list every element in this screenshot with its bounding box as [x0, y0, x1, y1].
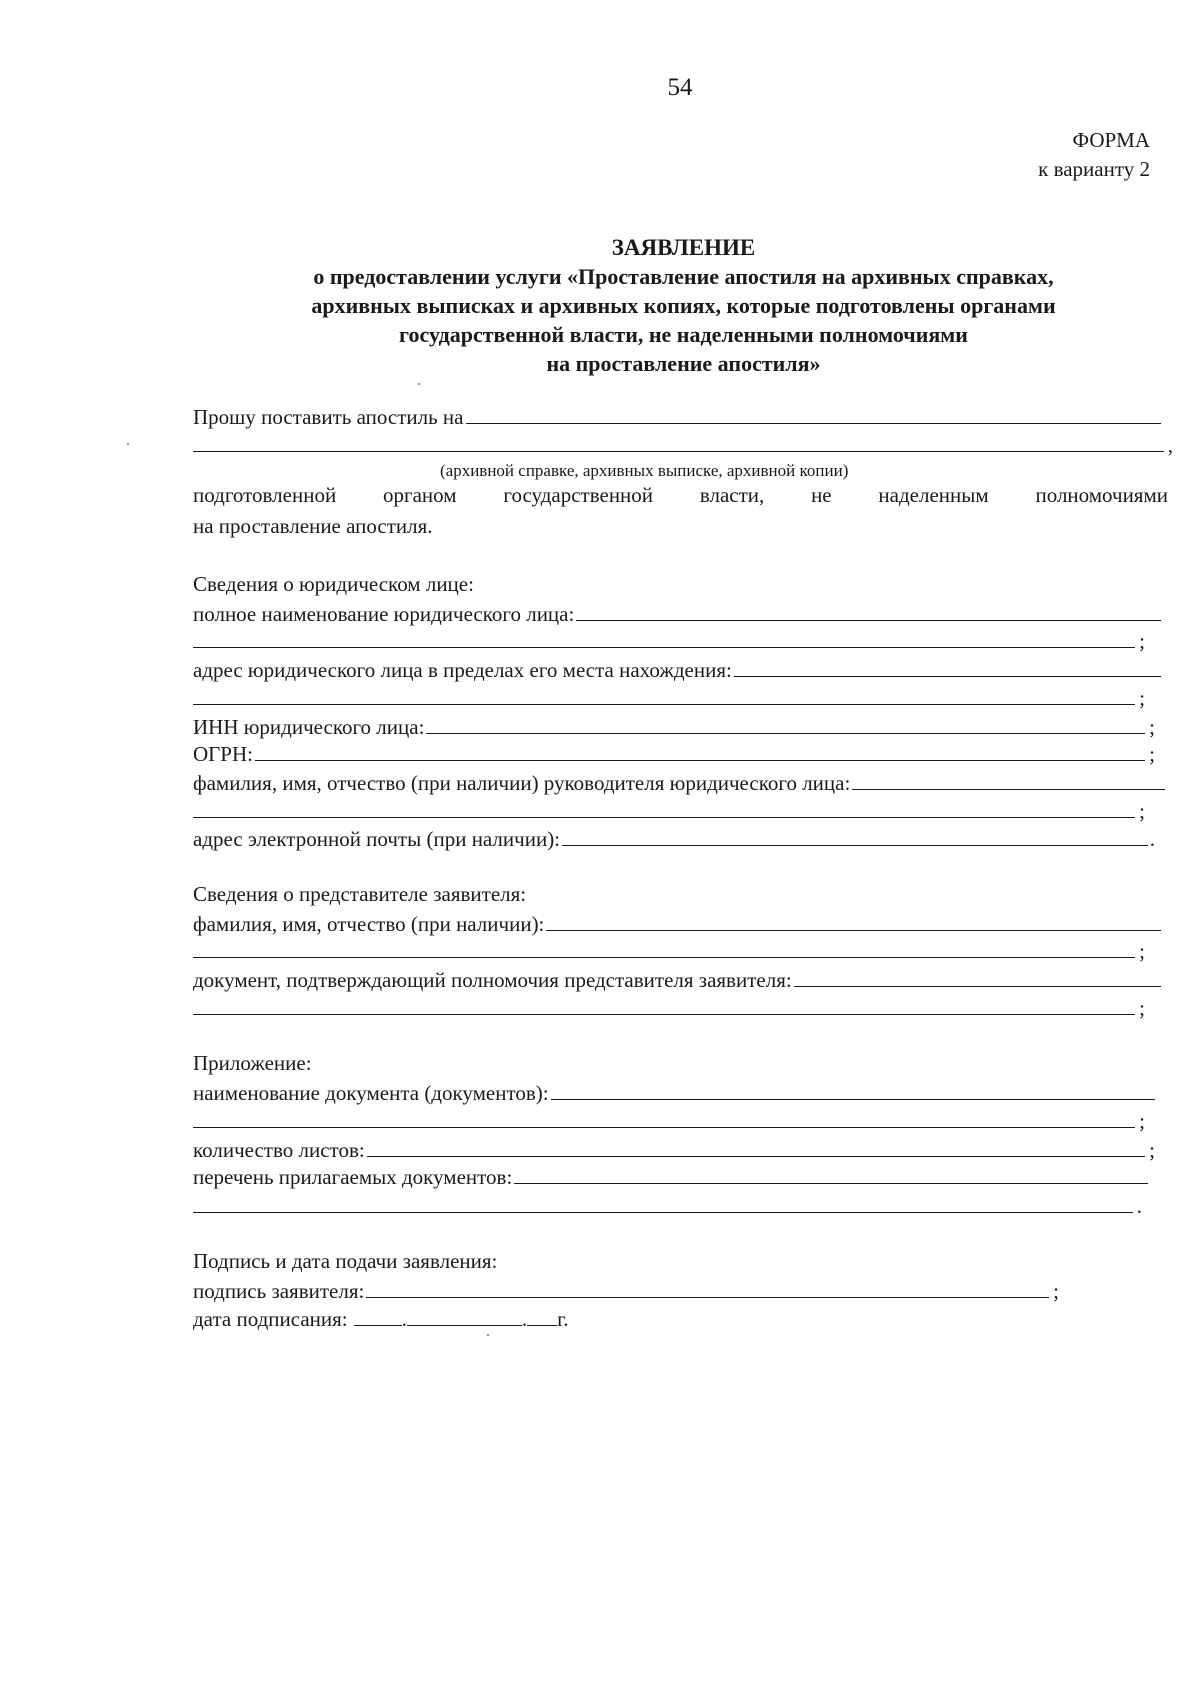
semicolon-mark: ;	[1139, 939, 1145, 963]
scan-speck	[418, 383, 420, 385]
attachment-heading: Приложение:	[193, 1051, 312, 1075]
request-label: Прошу поставить апостиль на	[193, 405, 464, 429]
rep-document-field-2[interactable]	[193, 994, 1135, 1015]
full-name-field-2[interactable]	[193, 627, 1135, 648]
request-field[interactable]	[466, 403, 1162, 424]
rep-name-label: фамилия, имя, отчество (при наличии):	[193, 912, 545, 936]
title-line-3: государственной власти, не наделенными полномочиями	[399, 322, 968, 347]
title-line-2: архивных выписках и архивных копиях, которые подготовлены органами	[311, 293, 1056, 318]
semicolon-mark: ;	[1139, 629, 1145, 653]
period-mark: .	[1136, 1194, 1142, 1218]
request-row-2	[193, 431, 1173, 458]
dot-mark: .	[401, 1307, 407, 1331]
sheets-field[interactable]	[367, 1136, 1145, 1157]
date-day-field[interactable]	[354, 1305, 402, 1326]
inn-field[interactable]	[426, 713, 1145, 734]
date-label: дата подписания:	[193, 1307, 348, 1331]
sheets-label: количество листов:	[193, 1138, 365, 1162]
semicolon-mark: ;	[1139, 799, 1145, 823]
dot-mark: .	[521, 1307, 528, 1331]
scan-speck	[127, 443, 129, 445]
year-suffix: г.	[557, 1307, 569, 1331]
head-label: фамилия, имя, отчество (при наличии) руководителя юридического лица:	[193, 771, 851, 795]
address-field[interactable]	[734, 656, 1161, 677]
legal-entity-heading: Сведения о юридическом лице:	[193, 572, 474, 596]
head-field-2[interactable]	[193, 797, 1135, 818]
doc-name-field[interactable]	[551, 1079, 1155, 1100]
address-field-2[interactable]	[193, 684, 1135, 705]
full-name-row-2	[193, 627, 1145, 654]
date-month-field[interactable]	[407, 1305, 522, 1326]
doc-name-row-2	[193, 1107, 1145, 1134]
address-label: адрес юридического лица в пределах его места нахождения:	[193, 658, 732, 682]
email-row	[193, 825, 1155, 852]
title-line-1: о предоставлении услуги «Проставление апостиля на архивных справках,	[313, 264, 1054, 289]
inn-row	[193, 713, 1155, 740]
semicolon-mark: ;	[1139, 1109, 1145, 1133]
head-row	[193, 769, 1165, 796]
date-row	[193, 1305, 569, 1332]
variant-label: к варианту 2	[1038, 157, 1150, 181]
semicolon-mark: ;	[1149, 1138, 1155, 1162]
inn-label: ИНН юридического лица:	[193, 715, 425, 739]
scan-speck	[487, 1334, 489, 1336]
signature-heading: Подпись и дата подачи заявления:	[193, 1249, 498, 1273]
address-row	[193, 656, 1161, 683]
ogrn-row	[193, 740, 1155, 767]
rep-name-row	[193, 910, 1161, 937]
head-row-2	[193, 797, 1145, 824]
full-name-row	[193, 600, 1161, 627]
sign-row	[193, 1277, 1059, 1304]
semicolon-mark: ;	[1053, 1279, 1059, 1303]
document-title	[170, 233, 1197, 378]
address-row-2	[193, 684, 1145, 711]
semicolon-mark: ;	[1139, 996, 1145, 1020]
title-line-4: на проставление апостиля»	[546, 351, 821, 376]
request-row	[193, 403, 1161, 430]
list-row	[193, 1163, 1148, 1190]
rep-name-field[interactable]	[546, 910, 1161, 931]
sign-label: подпись заявителя:	[193, 1279, 365, 1303]
head-field[interactable]	[852, 769, 1165, 790]
representative-heading: Сведения о представителе заявителя:	[193, 882, 527, 906]
sheets-row	[193, 1136, 1155, 1163]
ogrn-label: ОГРН:	[193, 742, 253, 766]
rep-document-row-2	[193, 994, 1145, 1021]
list-field[interactable]	[514, 1163, 1148, 1184]
prepared-line-1: подготовленной органом государственной власти, не наделенным полномочиями	[193, 483, 1168, 507]
rep-document-field[interactable]	[794, 966, 1161, 987]
rep-name-row-2	[193, 937, 1145, 964]
full-name-label: полное наименование юридического лица:	[193, 602, 575, 626]
period-mark: .	[1149, 827, 1155, 851]
list-field-2[interactable]	[193, 1192, 1133, 1213]
full-name-field[interactable]	[576, 600, 1161, 621]
request-hint: (архивной справке, архивных выписке, архивной копии)	[440, 461, 849, 480]
comma-mark: ,	[1167, 433, 1173, 457]
ogrn-field[interactable]	[255, 740, 1145, 761]
page-number: 54	[667, 74, 693, 101]
semicolon-mark: ;	[1149, 715, 1155, 739]
semicolon-mark: ;	[1149, 742, 1155, 766]
rep-document-row	[193, 966, 1161, 993]
prepared-line-2: на проставление апостиля.	[193, 514, 433, 538]
doc-name-label: наименование документа (документов):	[193, 1081, 549, 1105]
sign-field[interactable]	[366, 1277, 1049, 1298]
doc-name-row	[193, 1079, 1155, 1106]
email-label: адрес электронной почты (при наличии):	[193, 827, 561, 851]
title-main: ЗАЯВЛЕНИЕ	[611, 235, 756, 260]
list-row-2	[193, 1192, 1142, 1219]
doc-name-field-2[interactable]	[193, 1107, 1135, 1128]
list-label: перечень прилагаемых документов:	[193, 1165, 513, 1189]
form-label: ФОРМА	[1072, 128, 1150, 152]
rep-document-label: документ, подтверждающий полномочия представителя заявителя:	[193, 968, 792, 992]
date-year-field[interactable]	[527, 1305, 557, 1326]
email-field[interactable]	[562, 825, 1148, 846]
semicolon-mark: ;	[1139, 686, 1145, 710]
request-field-2[interactable]	[193, 431, 1164, 452]
rep-name-field-2[interactable]	[193, 937, 1135, 958]
